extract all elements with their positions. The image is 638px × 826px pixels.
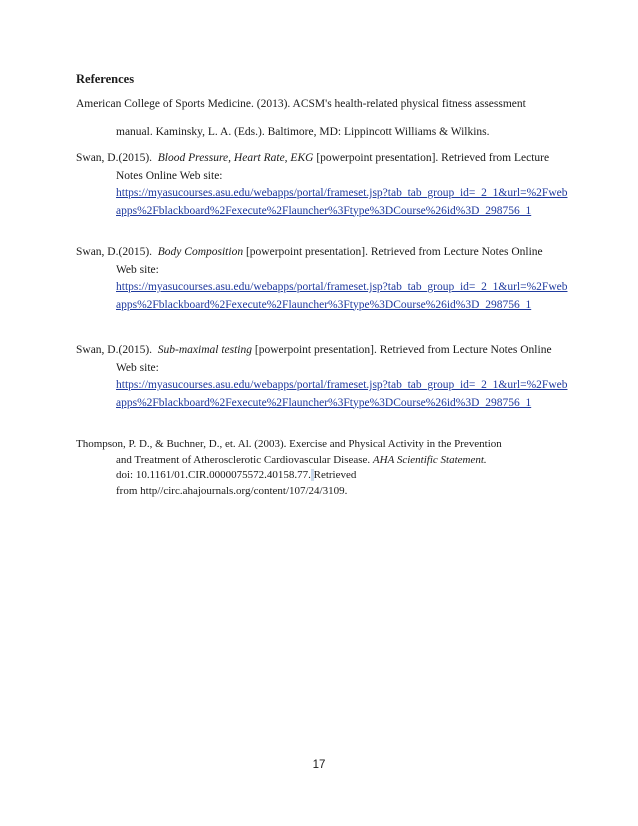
reference-thompson-doi: doi: 10.1161/01.CIR.0000075572.40158.77. [116,469,311,481]
reference-title: Blood Pressure, Heart Rate, EKG [157,152,314,164]
reference-website-label: Web site: [116,361,159,374]
reference-thompson-title: and Treatment of Atherosclerotic Cardiovascular Disease. [116,453,371,466]
reference-line [76,342,576,360]
reference-swan-blood-pressure [76,150,576,220]
reference-thompson [76,437,576,499]
reference-website-label: Web site: [116,263,159,276]
reference-swan-submaximal [76,342,576,412]
reference-thompson-line2 [76,453,576,469]
reference-swan-body-composition [76,244,576,314]
reference-author: Swan, D.(2015). [76,152,153,164]
reference-line [76,244,576,262]
reference-thompson-journal: AHA Scientific Statement. [372,453,487,466]
reference-acsm-line2: manual. Kaminsky, L. A. (Eds.). Baltimore, MD: Lippincott Williams & Wilkins. [116,125,490,138]
reference-url-link-continued[interactable]: apps%2Fblackboard%2Fexecute%2Flauncher%3Ftype%3DCourse%26id%3D_298756_1 [116,298,532,311]
reference-url-link[interactable]: https://myasucourses.asu.edu/webapps/portal/frameset.jsp?tab_tab_group_id=_2_1&url=%2Fweb [116,281,568,293]
reference-source: [powerpoint presentation]. Retrieved from Lecture [316,152,550,164]
reference-url-link-continued[interactable]: apps%2Fblackboard%2Fexecute%2Flauncher%3Ftype%3DCourse%26id%3D_298756_1 [116,204,532,217]
reference-title: Body Composition [157,246,244,258]
reference-author: Swan, D.(2015). [76,344,153,356]
reference-thompson-retrieved: Retrieved [313,469,357,481]
reference-author: Swan, D.(2015). [76,246,153,258]
reference-thompson-line1: Thompson, P. D., & Buchner, D., et. Al. (2003). Exercise and Physical Activity in the Prevention [76,438,502,450]
reference-thompson-line4: from http//circ.ahajournals.org/content/107/24/3109. [116,484,348,497]
reference-source: [powerpoint presentation]. Retrieved from Lecture Notes Online [254,344,552,356]
reference-url-link-continued[interactable]: apps%2Fblackboard%2Fexecute%2Flauncher%3Ftype%3DCourse%26id%3D_298756_1 [116,396,532,409]
reference-acsm [76,96,576,141]
reference-url-link[interactable]: https://myasucourses.asu.edu/webapps/portal/frameset.jsp?tab_tab_group_id=_2_1&url=%2Fweb [116,379,568,391]
reference-url-link[interactable]: https://myasucourses.asu.edu/webapps/portal/frameset.jsp?tab_tab_group_id=_2_1&url=%2Fweb [116,187,568,199]
reference-thompson-line3 [76,468,576,484]
page-number: 17 [312,759,326,771]
reference-acsm-line1: American College of Sports Medicine. (2013). ACSM's health-related physical fitness assessment [76,98,526,110]
reference-line [76,150,576,168]
references-heading: References [76,72,135,86]
reference-title: Sub-maximal testing [157,344,253,356]
reference-source: [powerpoint presentation]. Retrieved from Lecture Notes Online [245,246,543,258]
reference-website-label: Notes Online Web site: [116,169,223,182]
